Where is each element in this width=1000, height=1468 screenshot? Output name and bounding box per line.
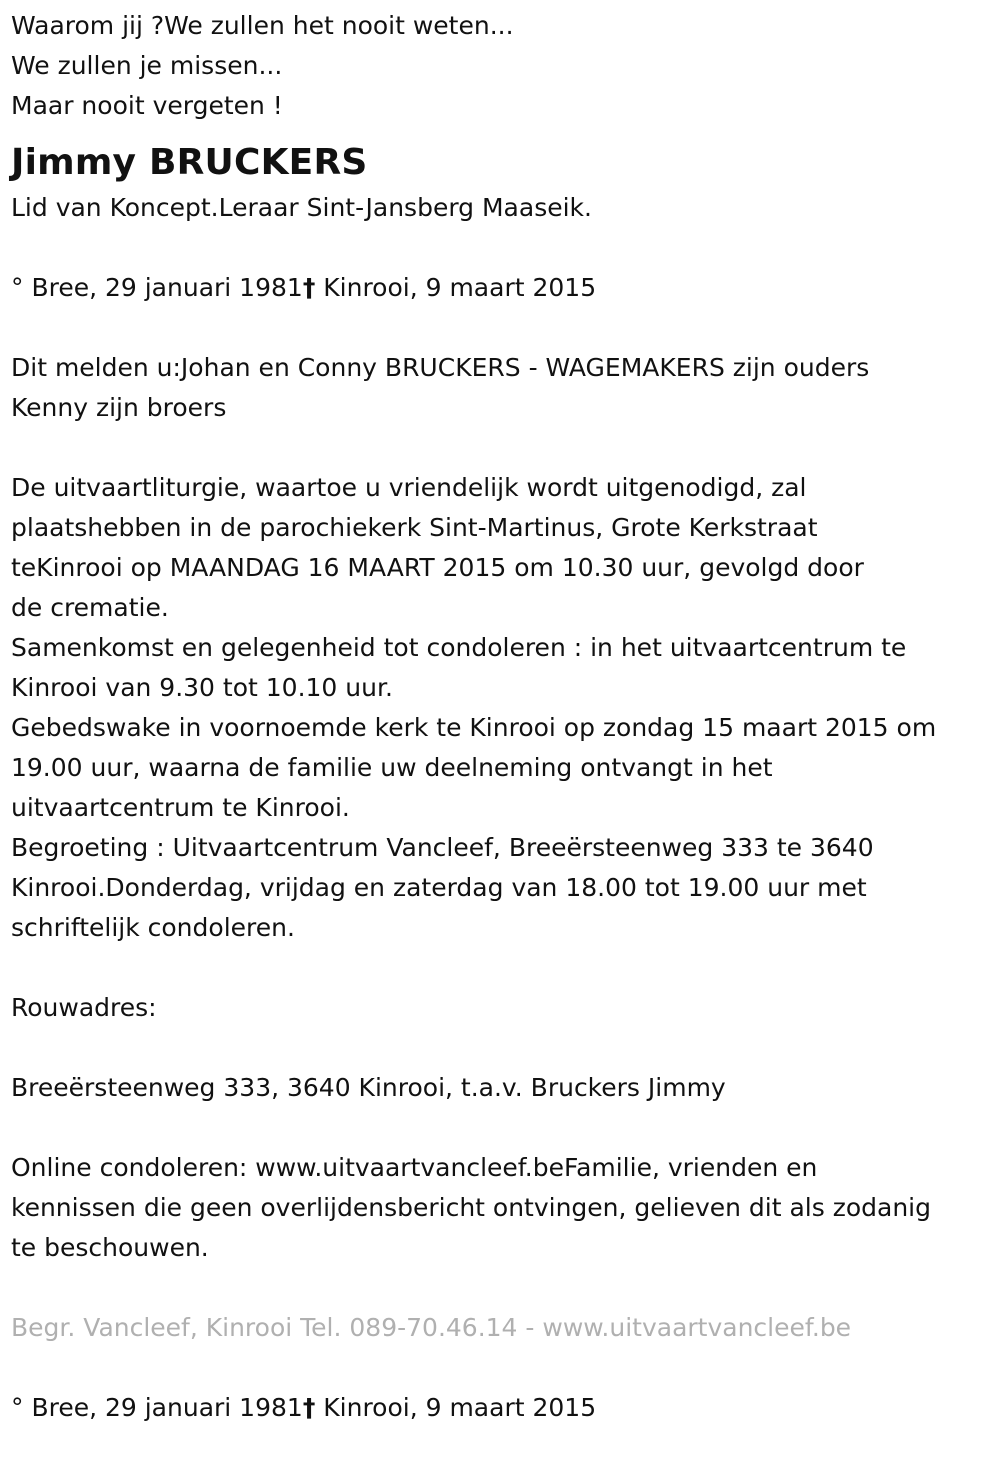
details-line: teKinrooi op MAANDAG 16 MAART 2015 om 10.30 uur, gevolgd door bbox=[11, 553, 864, 582]
cross-icon: † bbox=[302, 1393, 316, 1422]
online-condolences bbox=[11, 1148, 991, 1268]
details-line: Kinrooi van 9.30 tot 10.10 uur. bbox=[11, 673, 393, 702]
details-line: Gebedswake in voornoemde kerk te Kinrooi op zondag 15 maart 2015 om bbox=[11, 713, 937, 742]
spacer bbox=[11, 1028, 991, 1068]
details-line: Begroeting : Uitvaartcentrum Vancleef, Breeërsteenweg 333 te 3640 bbox=[11, 833, 874, 862]
poem-line: Maar nooit vergeten ! bbox=[11, 91, 283, 120]
details-line: plaatshebben in de parochiekerk Sint-Martinus, Grote Kerkstraat bbox=[11, 513, 818, 542]
spacer bbox=[11, 1108, 991, 1148]
funeral-home-footer: Begr. Vancleef, Kinrooi Tel. 089-70.46.14 - www.uitvaartvancleef.be bbox=[11, 1313, 852, 1342]
death-date: Kinrooi, 9 maart 2015 bbox=[315, 273, 597, 302]
online-line: Online condoleren: www.uitvaartvancleef.beFamilie, vrienden en bbox=[11, 1153, 818, 1182]
online-line: kennissen die geen overlijdensbericht ontvingen, gelieven dit als zodanig bbox=[11, 1193, 931, 1222]
spacer bbox=[11, 228, 991, 268]
spacer bbox=[11, 1268, 991, 1308]
poem-line: We zullen je missen... bbox=[11, 51, 283, 80]
details-line: uitvaartcentrum te Kinrooi. bbox=[11, 793, 350, 822]
online-line: te beschouwen. bbox=[11, 1233, 209, 1262]
life-dates-footer bbox=[11, 1388, 991, 1428]
deceased-name: Jimmy BRUCKERS bbox=[11, 142, 368, 183]
details-line: 19.00 uur, waarna de familie uw deelneming ontvangt in het bbox=[11, 753, 773, 782]
details-line: de crematie. bbox=[11, 593, 169, 622]
announcer-line: Kenny zijn broers bbox=[11, 393, 227, 422]
spacer bbox=[11, 308, 991, 348]
details-line: schriftelijk condoleren. bbox=[11, 913, 295, 942]
spacer bbox=[11, 948, 991, 988]
ceremony-details bbox=[11, 468, 991, 948]
birth-date: ° Bree, 29 januari 1981 bbox=[11, 1393, 303, 1422]
death-date: Kinrooi, 9 maart 2015 bbox=[315, 1393, 597, 1422]
spacer bbox=[11, 428, 991, 468]
cross-icon: † bbox=[302, 273, 316, 302]
life-dates bbox=[11, 268, 991, 308]
announcers bbox=[11, 348, 991, 428]
birth-date: ° Bree, 29 januari 1981 bbox=[11, 273, 303, 302]
details-line: Kinrooi.Donderdag, vrijdag en zaterdag van 18.00 tot 19.00 uur met bbox=[11, 873, 867, 902]
details-line: De uitvaartliturgie, waartoe u vriendelijk wordt uitgenodigd, zal bbox=[11, 473, 807, 502]
deceased-subtitle: Lid van Koncept.Leraar Sint-Jansberg Maaseik. bbox=[11, 193, 592, 222]
details-line: Samenkomst en gelegenheid tot condoleren : in het uitvaartcentrum te bbox=[11, 633, 907, 662]
rouwadres-label: Rouwadres: bbox=[11, 993, 157, 1022]
announcer-line: Dit melden u:Johan en Conny BRUCKERS - WAGEMAKERS zijn ouders bbox=[11, 353, 870, 382]
poem bbox=[11, 6, 991, 126]
poem-line: Waarom jij ?We zullen het nooit weten... bbox=[11, 11, 514, 40]
spacer bbox=[11, 1348, 991, 1388]
rouwadres-address: Breeërsteenweg 333, 3640 Kinrooi, t.a.v. Bruckers Jimmy bbox=[11, 1073, 726, 1102]
